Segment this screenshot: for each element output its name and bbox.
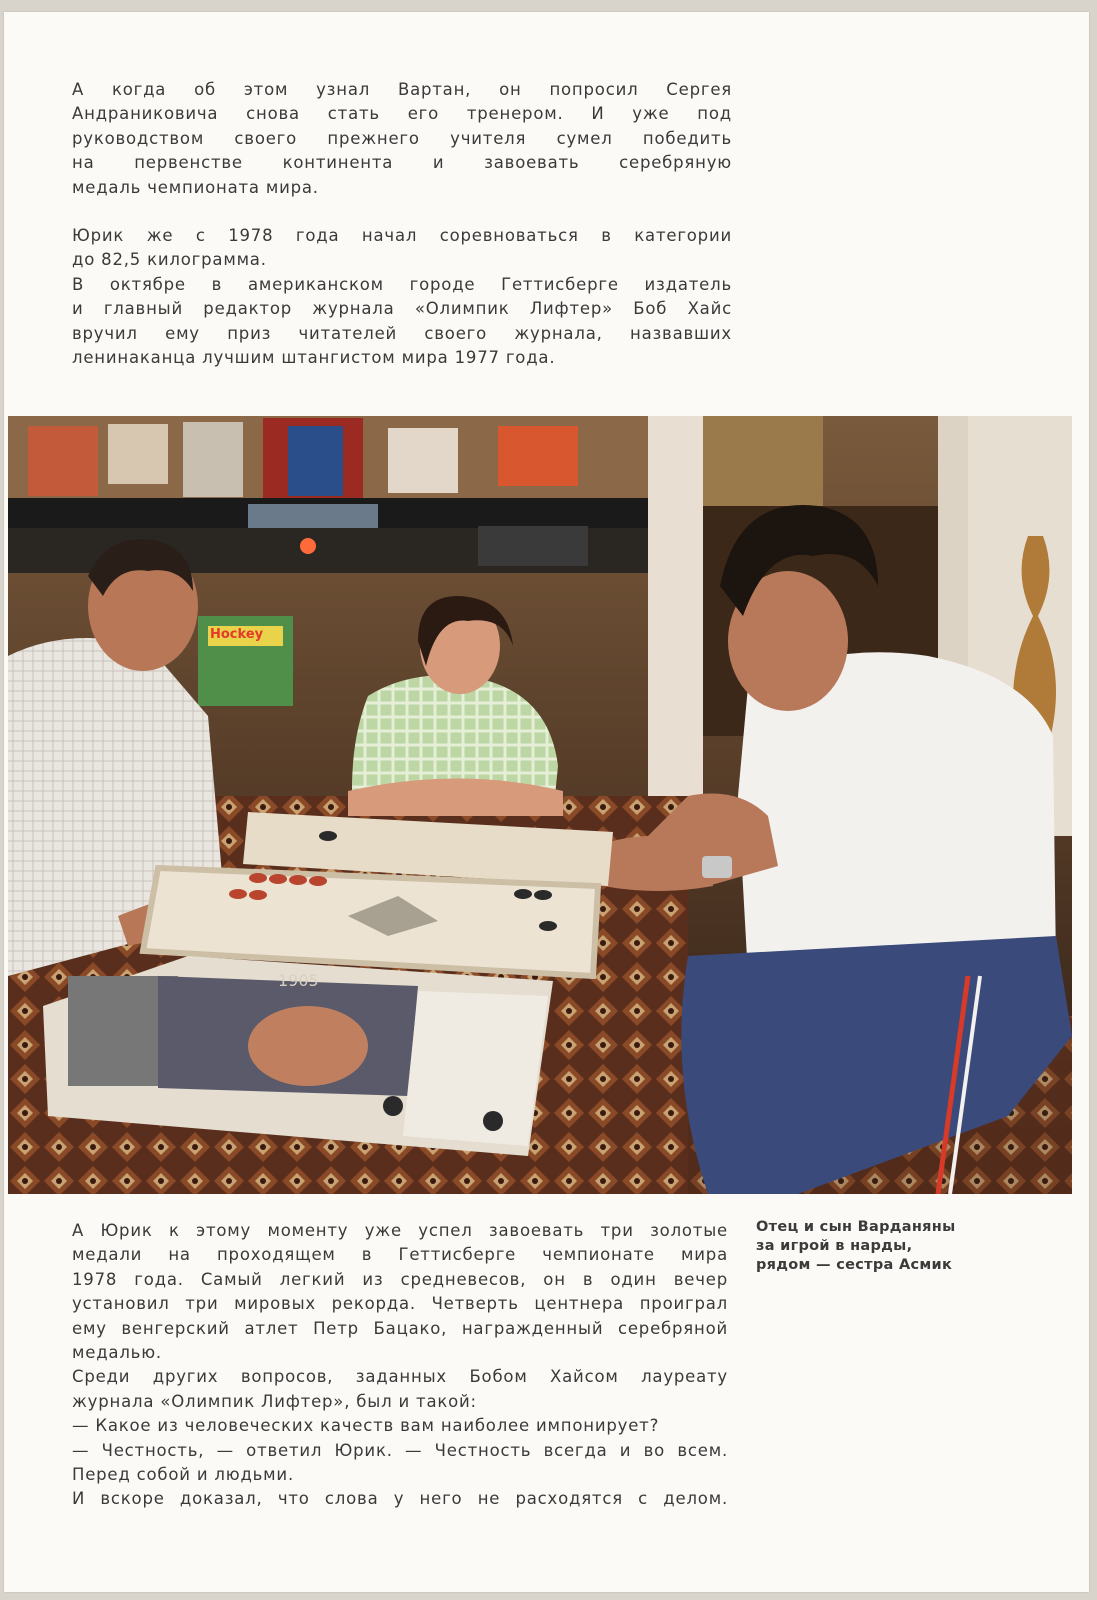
magazine-number: 1905 [278,971,319,990]
text-line: И вскоре доказал, что слова у него не расходятся с делом. [72,1489,728,1509]
page [4,12,1089,1592]
text-line: и главный редактор журнала «Олимпик Лифтер» Боб Хайс [72,299,732,319]
wristwatch-icon [702,856,732,878]
caption-line: за игрой в нарды, [756,1238,913,1254]
text-line: руководством своего прежнего учителя сумел победить [72,128,732,148]
family-photo [8,416,1072,1194]
text-line: Среди других вопросов, заданных Бобом Хайсом лауреату [72,1367,728,1387]
text-line: вручил ему приз читателей своего журнала, назвавших [72,323,732,343]
photo-caption [756,1218,996,1275]
text-line: медаль чемпионата мира. [72,177,319,197]
text-line: ему венгерский атлет Петр Бацако, награжденный серебряной [72,1318,728,1338]
text-line: А Юрик к этому моменту уже успел завоевать три золотые [72,1221,728,1240]
text-line: — Какое из человеческих качеств вам наиболее импонирует? [72,1416,660,1436]
text-line: журнала «Олимпик Лифтер», был и такой: [72,1391,477,1411]
photo-illustration [8,416,1072,1194]
magazine-title: Hockey [210,627,264,642]
text-line: на первенстве континента и завоевать серебряную [72,153,732,173]
text-line: Юрик же с 1978 года начал соревноваться в категории [72,226,732,245]
text-line: медалью. [72,1343,162,1363]
text-line: В октябре в американском городе Геттисберге издатель [72,274,732,294]
text-line: — Честность, — ответил Юрик. — Честность всегда и во всем. [72,1440,728,1460]
top-paragraph-1 [72,78,732,200]
text-line: медали на проходящем в Геттисберге чемпионате мира [72,1245,728,1265]
text-line: до 82,5 килограмма. [72,250,267,270]
text-line: Перед собой и людьми. [72,1465,294,1485]
caption-line: рядом — сестра Асмик [756,1257,953,1273]
text-line: А когда об этом узнал Вартан, он попросил Сергея [72,80,732,99]
caption-line: Отец и сын Варданяны [756,1219,956,1235]
top-paragraph-2 [72,224,732,370]
bottom-text [72,1219,728,1512]
text-line: Андраниковича снова стать его тренером. И уже под [72,104,732,124]
text-line: 1978 года. Самый легкий из средневесов, он в один вечер [72,1269,728,1289]
text-line: ленинаканца лучшим штангистом мира 1977 года. [72,348,556,368]
text-line: установил три мировых рекорда. Четверть центнера проиграл [72,1294,728,1314]
